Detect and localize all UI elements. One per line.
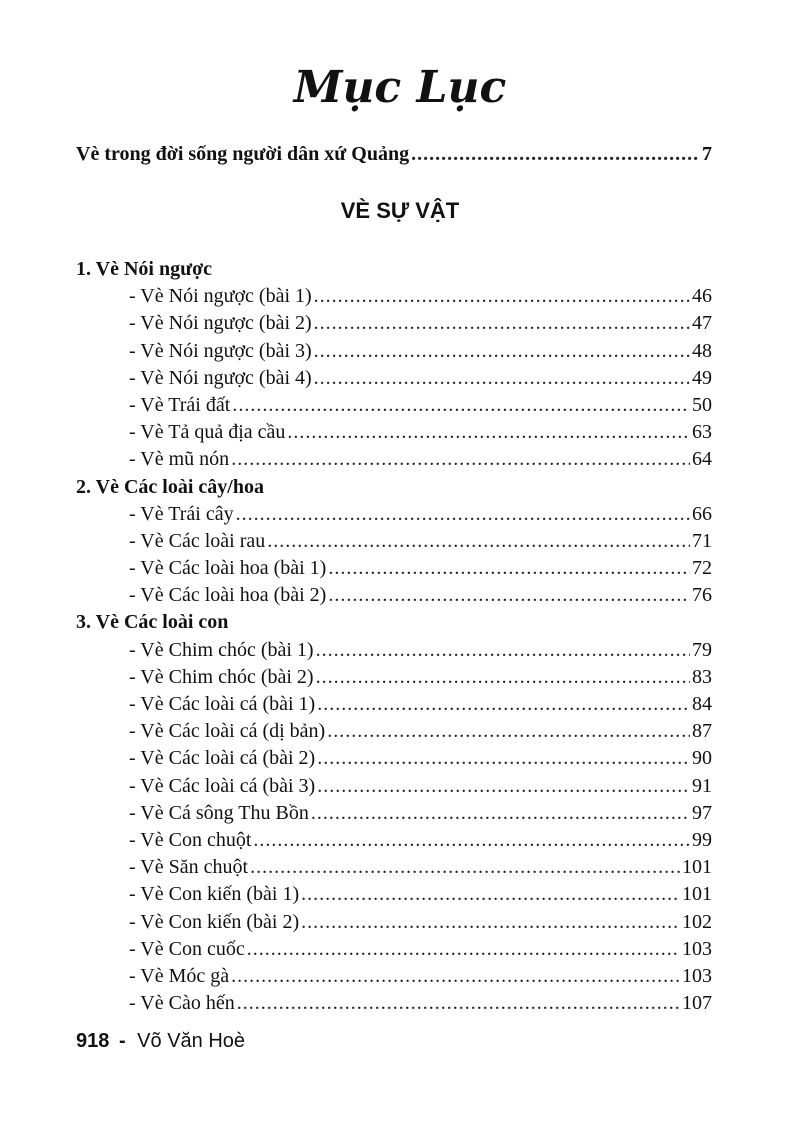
dot-leader [232,392,690,419]
toc-entry-label: - Vè Săn chuột [129,856,249,879]
dot-leader [253,827,690,854]
toc-entry [76,990,712,1017]
dot-leader [316,664,690,691]
dot-leader [316,637,690,664]
toc-entry-label: - Vè Nói ngược (bài 1) [129,285,312,308]
toc-entry-page: 83 [692,665,712,688]
toc-entry [76,827,712,854]
dot-leader [328,555,690,582]
toc-entry-label: - Vè Nói ngược (bài 3) [129,339,312,362]
toc-entry-label: - Vè Con chuột [129,828,252,851]
toc-entry [76,664,712,691]
dot-leader [317,773,690,800]
toc-entry-label: - Vè Các loài cá (dị bản) [129,720,326,743]
toc-intro-entry [76,143,712,166]
toc-entry-label: - Vè mũ nón [129,448,230,471]
dot-leader [231,446,690,473]
footer-page-number: 918 [76,1030,110,1052]
toc-entry [76,637,712,664]
toc-entry [76,963,712,990]
toc-entry-page: 64 [692,448,712,471]
toc-entry [76,800,712,827]
dot-leader [317,691,690,718]
toc-entry-page: 103 [682,937,712,960]
toc-entry-label: - Vè Nói ngược (bài 2) [129,312,312,335]
dot-leader [301,881,680,908]
dot-leader [328,582,690,609]
toc-entry-page: 47 [692,312,712,335]
toc-entry-page: 66 [692,502,712,525]
toc-entry [76,582,712,609]
dot-leader [314,283,690,310]
table-of-contents [76,256,712,1017]
toc-entry-page: 97 [692,801,712,824]
toc-entry-page: 101 [682,856,712,879]
toc-entry-label: - Vè Các loài cá (bài 3) [129,774,316,797]
toc-entry-label: - Vè Con kiến (bài 2) [129,910,300,933]
dot-leader [411,143,700,166]
toc-entry-label: - Vè Các loài hoa (bài 2) [129,584,327,607]
toc-entry-label: - Vè Các loài cá (bài 1) [129,693,316,715]
toc-entry-page: 91 [692,774,712,797]
dot-leader [317,745,690,772]
toc-entry [76,365,712,392]
toc-entry-page: 49 [692,366,712,389]
dot-leader [311,800,690,827]
toc-intro-label: Vè trong đời sống người dân xứ Quảng [76,143,410,165]
dot-leader [314,310,690,337]
toc-entry-page: 79 [692,638,712,661]
toc-entry-label: - Vè Móc gà [129,964,230,987]
toc-entry-label: - Vè Nói ngược (bài 4) [129,366,312,389]
toc-entry-label: - Vè Các loài cá (bài 2) [129,747,316,770]
page-title: Mục Lục [293,62,507,113]
toc-entry-label: - Vè Trái cây [129,502,234,525]
footer-separator: - [118,1030,126,1052]
toc-intro-page: 7 [702,143,712,165]
toc-entry-page: 50 [692,393,712,416]
toc-entry [76,528,712,555]
toc-entry-page: 72 [692,557,712,580]
toc-entry [76,310,712,337]
toc-entry-label: - Vè Cào hến [129,992,235,1015]
toc-entry-label: - Vè Cá sông Thu Bồn [129,801,309,824]
dot-leader [250,854,680,881]
toc-entry [76,745,712,772]
section-heading: VÈ SỰ VẬT [340,198,460,223]
toc-entry-page: 102 [682,910,712,933]
dot-leader [314,365,690,392]
dot-leader [314,338,690,365]
toc-entry-label: - Vè Các loài hoa (bài 1) [129,557,327,580]
toc-entry-label: - Vè Tả quả địa cầu [129,421,286,444]
dot-leader [231,963,680,990]
toc-group-title: 1. Vè Nói ngược [76,258,213,280]
toc-entry [76,555,712,582]
toc-entry-page: 71 [692,529,712,552]
toc-entry-page: 107 [682,992,712,1015]
dot-leader [267,528,690,555]
toc-entry-label: - Vè Con kiến (bài 1) [129,883,300,906]
dot-leader [301,909,680,936]
toc-group-title: 2. Vè Các loài cây/hoa [76,475,264,498]
dot-leader [236,501,690,528]
toc-entry [76,691,712,718]
toc-entry-page: 76 [692,584,712,607]
page-footer [76,1030,245,1053]
dot-leader [237,990,680,1017]
toc-entry-page: 99 [692,828,712,851]
toc-entry [76,773,712,800]
toc-entry [76,881,712,908]
toc-entry [76,936,712,963]
toc-entry [76,718,712,745]
toc-group-title: 3. Vè Các loài con [76,611,229,634]
toc-entry [76,283,712,310]
toc-entry-page: 46 [692,285,712,308]
toc-entry [76,854,712,881]
toc-entry [76,446,712,473]
toc-entry [76,392,712,419]
toc-entry-page: 87 [692,720,712,743]
toc-entry-page: 48 [692,339,712,362]
toc-entry-label: - Vè Trái đất [129,393,231,416]
toc-entry [76,419,712,446]
toc-entry-page: 103 [682,964,712,987]
toc-entry-page: 84 [692,693,712,715]
toc-entry-label: - Vè Chim chóc (bài 1) [129,638,314,661]
dot-leader [287,419,690,446]
toc-entry-label: - Vè Chim chóc (bài 2) [129,665,314,688]
toc-entry [76,501,712,528]
toc-entry [76,338,712,365]
toc-entry-page: 101 [682,883,712,906]
dot-leader [247,936,680,963]
toc-entry-page: 90 [692,747,712,770]
toc-entry [76,909,712,936]
dot-leader [327,718,690,745]
toc-entry-label: - Vè Con cuốc [129,937,245,960]
toc-entry-label: - Vè Các loài rau [129,529,266,552]
toc-entry-page: 63 [692,421,712,444]
footer-author: Võ Văn Hoè [137,1030,246,1052]
